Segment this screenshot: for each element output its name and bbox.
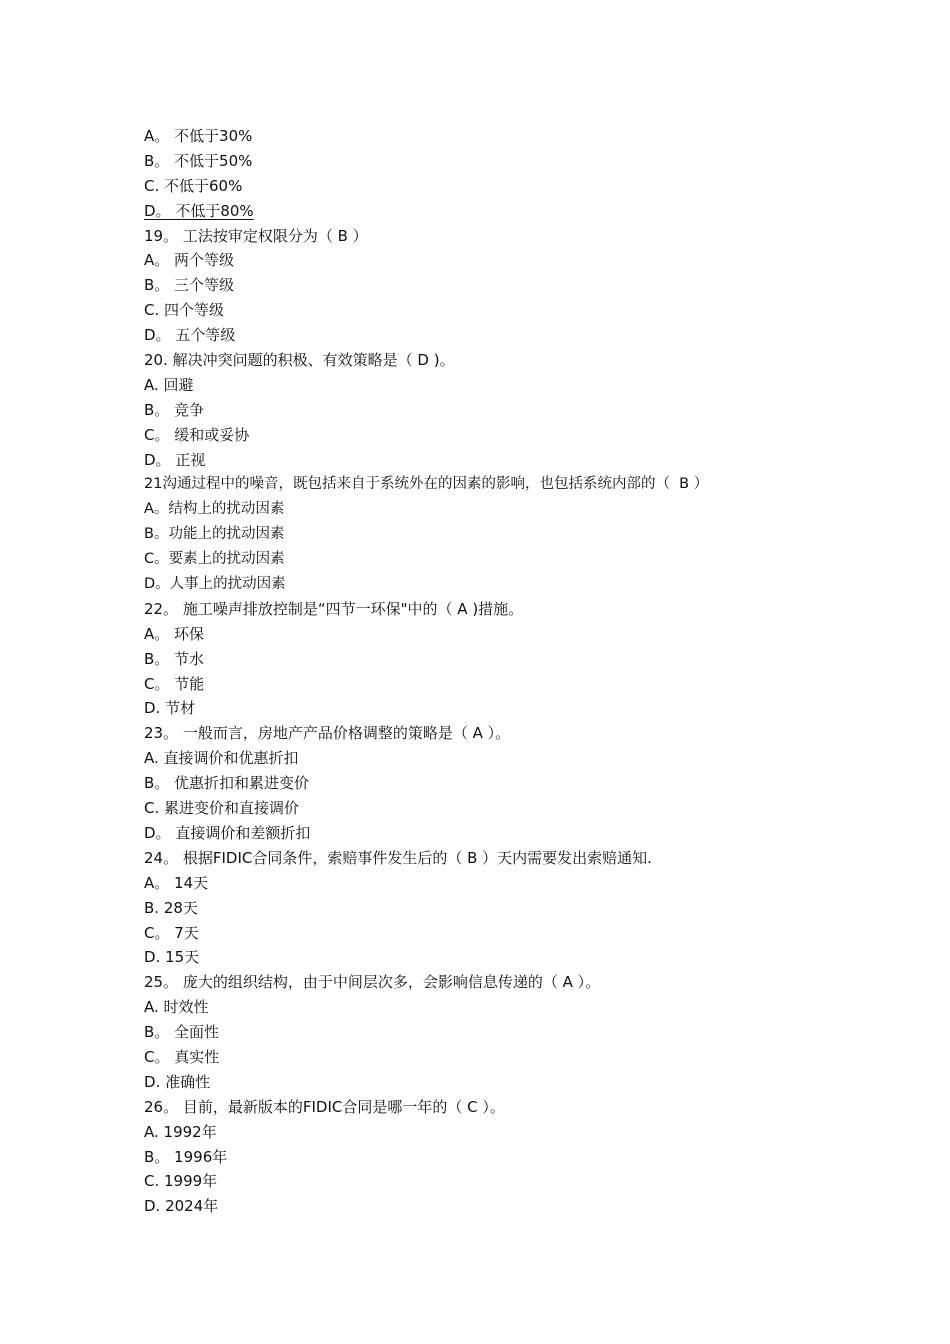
option-line: B。 1996年 <box>144 1147 228 1166</box>
option-line: C. 累进变价和直接调价 <box>144 799 300 818</box>
option-line: C。 真实性 <box>144 1047 220 1066</box>
option-line: D. 节材 <box>144 699 196 718</box>
option-line: C。要素上的扰动因素 <box>144 551 285 568</box>
question-line: 25。 庞大的组织结构，由于中间层次多，会影响信息传递的（ A ）。 <box>144 973 601 992</box>
question-line: 20. 解决冲突问题的积极、有效策略是（ D )。 <box>144 351 455 370</box>
option-line: C. 不低于60% <box>144 176 243 195</box>
option-line: D。 不低于80% <box>144 201 254 220</box>
option-line: A。 环保 <box>144 624 205 643</box>
option-line: A. 时效性 <box>144 998 209 1017</box>
option-line: B。 全面性 <box>144 1023 220 1042</box>
option-line: A。 两个等级 <box>144 251 235 270</box>
document-body <box>144 124 824 1219</box>
option-line: D。 正视 <box>144 450 206 469</box>
question-line: 22。 施工噪声排放控制是“四节一环保"中的（ A )措施。 <box>144 599 524 618</box>
option-line: D. 准确性 <box>144 1072 211 1091</box>
option-line: C。 缓和或妥协 <box>144 425 250 444</box>
option-line: A. 直接调价和优惠折扣 <box>144 749 299 768</box>
option-line: B。功能上的扰动因素 <box>144 526 285 543</box>
option-line: C. 1999年 <box>144 1172 218 1191</box>
option-line: B。 三个等级 <box>144 276 235 295</box>
question-line: 24。 根据FIDIC合同条件，索赔事件发生后的（ B ）天内需要发出索赔通知. <box>144 848 652 867</box>
option-line: B。 不低于50% <box>144 151 253 170</box>
option-line: C. 四个等级 <box>144 301 225 320</box>
question-line: 23。 一般而言，房地产产品价格调整的策略是（ A ）。 <box>144 724 511 743</box>
option-line: C。 7天 <box>144 923 199 942</box>
option-line: C。 节能 <box>144 674 205 693</box>
option-line: B。 优惠折扣和累进变价 <box>144 774 310 793</box>
option-line: D。人事上的扰动因素 <box>144 576 286 593</box>
option-line: A。结构上的扰动因素 <box>144 501 285 518</box>
option-line: D。 直接调价和差额折扣 <box>144 823 311 842</box>
option-line: A. 1992年 <box>144 1122 217 1141</box>
option-line: D。 五个等级 <box>144 326 236 345</box>
option-line: A. 回避 <box>144 375 194 394</box>
option-line: B。 竞争 <box>144 400 205 419</box>
option-line: D. 2024年 <box>144 1197 219 1216</box>
option-line: B。 节水 <box>144 649 205 668</box>
question-line: 21沟通过程中的噪音，既包括来自于系统外在的因素的影响，也包括系统内部的（ B ） <box>144 476 709 493</box>
option-line: A。 14天 <box>144 873 209 892</box>
question-line: 19。 工法按审定权限分为（ B ） <box>144 226 368 245</box>
option-line: D. 15天 <box>144 948 200 967</box>
option-line: A。 不低于30% <box>144 127 253 145</box>
question-line: 26。 目前，最新版本的FIDIC合同是哪一年的（ C ）。 <box>144 1097 505 1116</box>
option-line: B. 28天 <box>144 898 198 917</box>
